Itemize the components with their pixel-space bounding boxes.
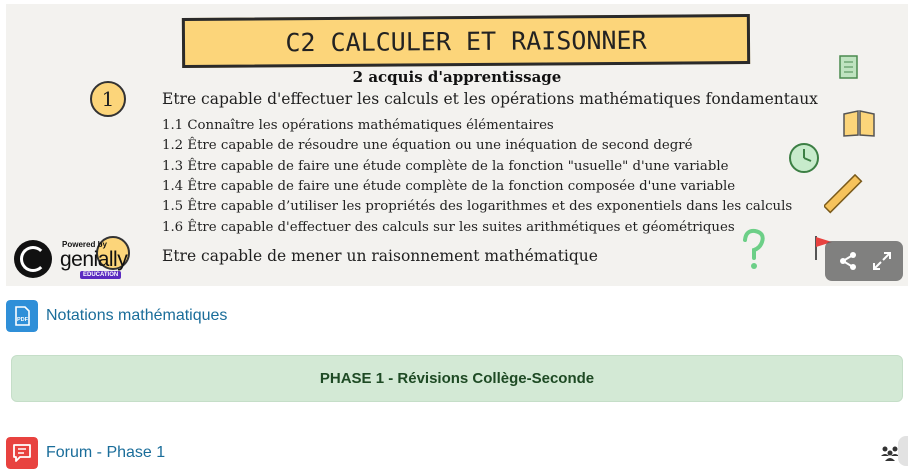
drawer-toggle-tab[interactable]	[898, 436, 908, 466]
learning-item: 1.4 Être capable de faire une étude complète de la fonction composée d'une variable	[162, 179, 736, 194]
learning-item: 1.3 Être capable de faire une étude complète de la fonction "usuelle" d'une variable	[162, 159, 729, 174]
share-icon[interactable]	[836, 249, 860, 273]
learning-item: 1.5 Être capable d’utiliser les propriétés des logarithmes et des exponentiels dans les calculs	[162, 199, 793, 214]
fullscreen-icon[interactable]	[870, 249, 894, 273]
embed-title: C2 CALCULER ET RAISONNER	[285, 25, 647, 58]
notebook-icon	[838, 54, 860, 80]
embed-controls	[825, 241, 903, 281]
ruler-icon	[824, 174, 864, 214]
genially-logo-mark	[14, 240, 52, 278]
genially-embed[interactable]	[6, 4, 908, 286]
logo-edition: EDUCATION	[80, 271, 121, 279]
learning-item: 1.6 Être capable d'effectuer des calculs sur les suites arithmétiques et géométriques	[162, 220, 735, 235]
forum-icon	[6, 437, 38, 469]
pdf-icon-text: PDF	[17, 317, 28, 323]
phase-section-header[interactable]	[11, 355, 903, 402]
title-banner	[182, 14, 750, 68]
group-mode-icon[interactable]	[880, 444, 900, 462]
logo-powered-by: Powered by	[62, 240, 107, 249]
forum-phase-1[interactable]	[6, 437, 306, 469]
section-2-title: Etre capable de mener un raisonnement mathématique	[162, 247, 598, 265]
learning-item: 1.1 Connaître les opérations mathématiques élémentaires	[162, 118, 554, 133]
section-1-title: Etre capable d'effectuer les calculs et les opérations mathématiques fondamentaux	[162, 90, 818, 108]
resource-notations[interactable]	[6, 300, 406, 332]
forum-link[interactable]: Forum - Phase 1	[46, 444, 166, 461]
pdf-file-icon	[6, 300, 38, 332]
learning-item: 1.2 Être capable de résoudre une équation ou une inéquation de second degré	[162, 138, 693, 153]
open-book-icon	[842, 108, 876, 138]
genially-logo	[14, 238, 134, 282]
phase-title: PHASE 1 - Révisions Collège-Seconde	[319, 370, 595, 387]
number-badge: 1	[90, 81, 126, 117]
embed-subtitle: 2 acquis d'apprentissage	[352, 68, 562, 86]
logo-name: genially	[60, 248, 128, 271]
question-mark-icon	[738, 228, 770, 272]
resource-link[interactable]: Notations mathématiques	[46, 307, 228, 324]
clock-icon	[786, 140, 822, 176]
